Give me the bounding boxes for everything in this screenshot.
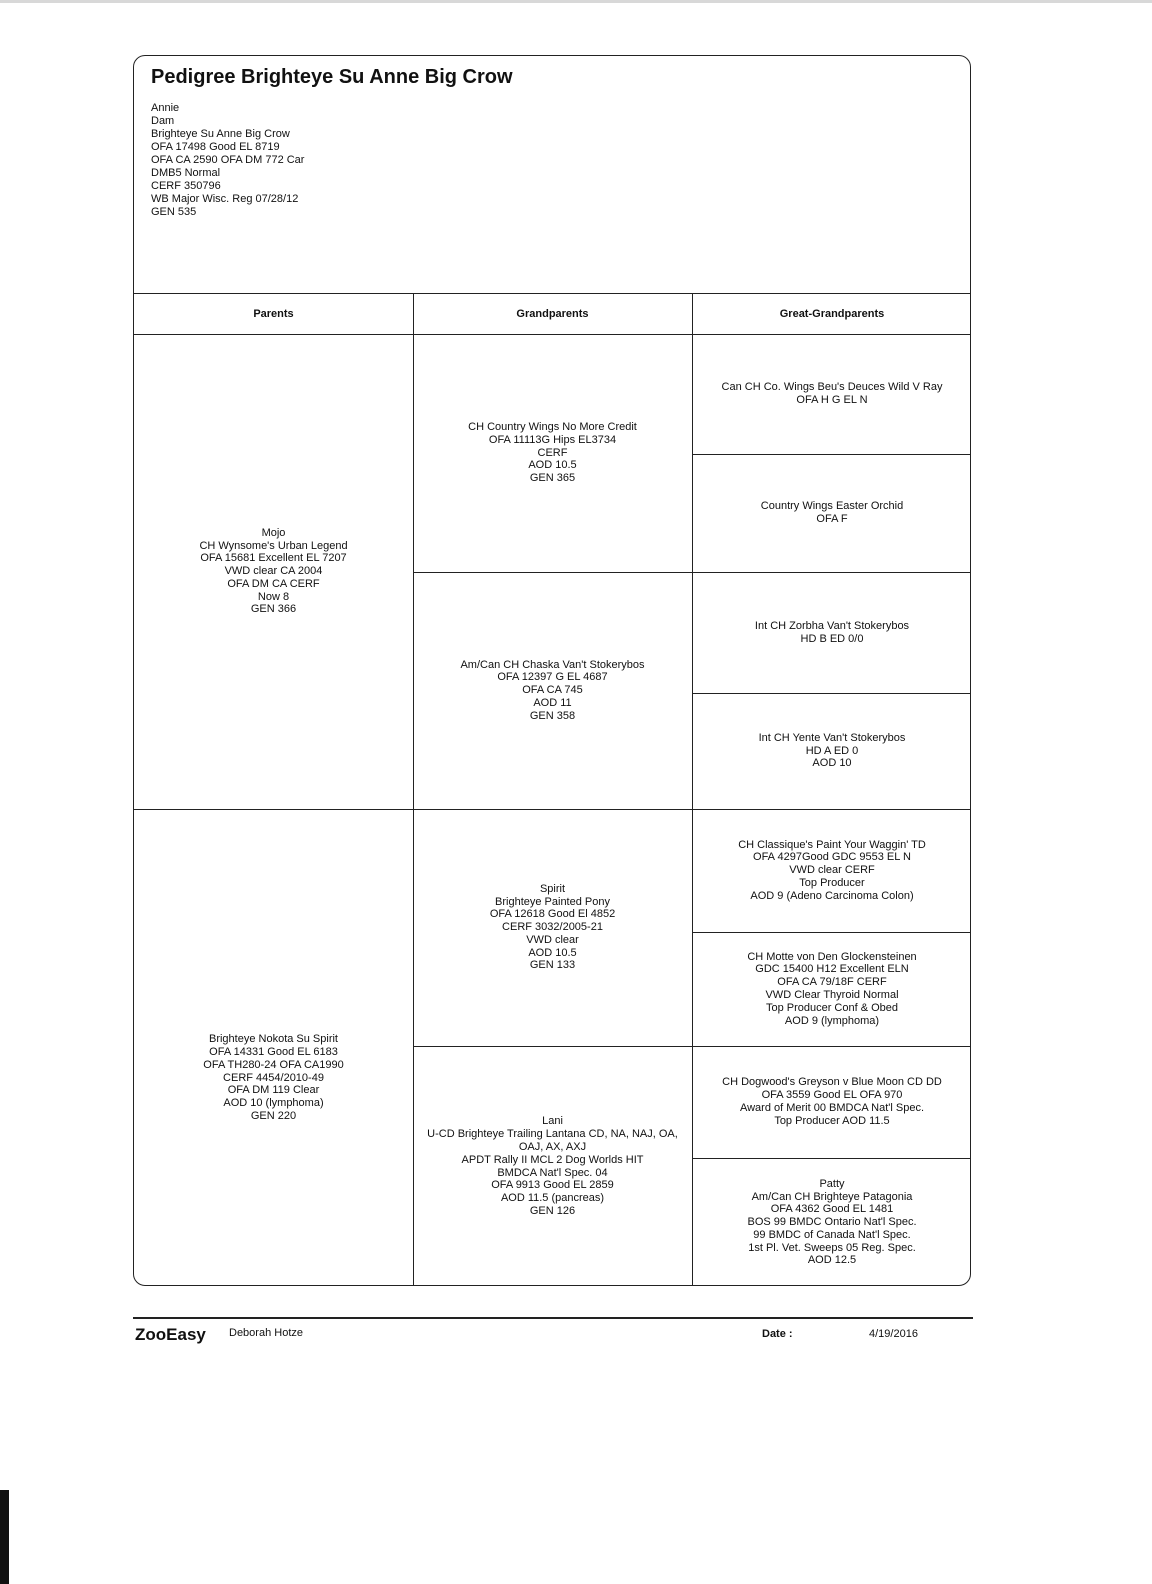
brand-logo: ZooEasy xyxy=(135,1325,206,1344)
pedigree-line: AOD 10 (lymphoma) xyxy=(223,1097,324,1110)
pedigree-line: Top Producer xyxy=(799,876,865,889)
pedigree-line: CH Classique's Paint Your Waggin' TD xyxy=(738,838,926,851)
pedigree-line: AOD 10 xyxy=(812,757,852,770)
pedigree-line: OFA 11113G Hips EL3734 xyxy=(488,433,617,446)
pedigree-line: Now 8 xyxy=(257,590,290,603)
pedigree-line: OFA DM 119 Clear xyxy=(227,1084,320,1097)
pedigree-line: GEN 126 xyxy=(529,1204,576,1217)
pedigree-line: Top Producer Conf & Obed xyxy=(765,1001,899,1014)
pedigree-frame xyxy=(133,55,971,1286)
subject-line: CERF 350796 xyxy=(151,180,221,192)
great-grandparent-cell xyxy=(692,1158,971,1286)
pedigree-line: Am/Can CH Brighteye Patagonia xyxy=(751,1190,913,1203)
pedigree-line: Mojo xyxy=(261,526,286,539)
pedigree-line: AOD 11.5 (pancreas) xyxy=(500,1192,605,1205)
pedigree-line: OFA 12397 G EL 4687 xyxy=(497,671,608,684)
pedigree-line: AOD 9 (lymphoma) xyxy=(784,1014,880,1027)
subject-line: GEN 535 xyxy=(151,206,197,218)
pedigree-line: OFA 9913 Good EL 2859 xyxy=(491,1179,614,1192)
grandparent-cell xyxy=(413,572,692,809)
date-value: 4/19/2016 xyxy=(869,1328,918,1340)
pedigree-line: OFA CA 745 xyxy=(522,684,583,697)
pedigree-line: Am/Can CH Chaska Van't Stokerybos xyxy=(460,658,645,671)
pedigree-line: GDC 15400 H12 Excellent ELN xyxy=(755,963,909,976)
pedigree-line: OFA 4297Good GDC 9553 EL N xyxy=(753,851,911,864)
pedigree-line: OFA 4362 Good EL 1481 xyxy=(770,1203,894,1216)
date-label: Date : xyxy=(762,1328,793,1340)
pedigree-line: OFA 15681 Excellent EL 7207 xyxy=(200,552,347,565)
pedigree-line: Can CH Co. Wings Beu's Deuces Wild V Ray xyxy=(721,381,943,394)
subject-line: DMB5 Normal xyxy=(151,167,221,179)
pedigree-line: BMDCA Nat'l Spec. 04 xyxy=(497,1166,608,1179)
pedigree-line: CERF 4454/2010-49 xyxy=(223,1071,324,1084)
pedigree-line: Brighteye Nokota Su Spirit xyxy=(208,1033,338,1046)
pedigree-line: U-CD Brighteye Trailing Lantana CD, NA, NAJ, OA, xyxy=(427,1128,678,1141)
scan-edge-mark xyxy=(0,1490,9,1584)
footer-divider xyxy=(133,1317,973,1319)
pedigree-line: CH Motte von Den Glockensteinen xyxy=(747,950,917,963)
pedigree-line: OFA F xyxy=(816,513,848,525)
pedigree-line: VWD clear CERF xyxy=(789,864,875,877)
pedigree-line: OFA 14331 Good EL 6183 xyxy=(209,1046,338,1058)
pedigree-line: Int CH Zorbha Van't Stokerybos xyxy=(754,619,910,632)
subject-line: OFA 17498 Good EL 8719 xyxy=(151,141,280,153)
grandparent-cell xyxy=(413,809,692,1046)
pedigree-line: CH Wynsome's Urban Legend xyxy=(199,539,348,552)
pedigree-line: OFA TH280-24 OFA CA1990 xyxy=(203,1058,344,1071)
parent-sire xyxy=(134,334,413,809)
great-grandparent-cell xyxy=(692,693,971,809)
subject-line: Dam xyxy=(151,115,175,127)
grandparent-cell xyxy=(413,334,692,572)
pedigree-line: Top Producer AOD 11.5 xyxy=(774,1114,890,1127)
pedigree-line: Brighteye Painted Pony xyxy=(495,895,610,908)
pedigree-line: HD B ED 0/0 xyxy=(800,632,864,645)
pedigree-line: OFA DM CA CERF xyxy=(227,577,320,590)
great-grandparent-cell xyxy=(692,932,971,1046)
pedigree-line: CERF 3032/2005-21 xyxy=(502,921,603,934)
pedigree-line: AOD 9 (Adeno Carcinoma Colon) xyxy=(750,889,914,902)
subject-details xyxy=(151,102,304,219)
owner-name: Deborah Hotze xyxy=(229,1327,303,1339)
pedigree-line: OAJ, AX, AXJ xyxy=(518,1140,587,1153)
pedigree-line: AOD 12.5 xyxy=(807,1254,857,1267)
pedigree-line: GEN 358 xyxy=(529,709,576,722)
pedigree-line: Int CH Yente Van't Stokerybos xyxy=(758,731,906,744)
pedigree-line: OFA CA 79/18F CERF xyxy=(777,976,887,989)
pedigree-line: AOD 11 xyxy=(533,696,572,709)
pedigree-line: OFA 12618 Good El 4852 xyxy=(489,908,616,921)
pedigree-line: Lani xyxy=(542,1115,563,1128)
pedigree-line: OFA 3559 Good EL OFA 970 xyxy=(761,1089,903,1102)
subject-line: Annie xyxy=(151,102,180,114)
subject-line: Brighteye Su Anne Big Crow xyxy=(151,128,290,140)
grandparent-cell xyxy=(413,1046,692,1286)
great-grandparent-cell xyxy=(692,809,971,932)
parent-dam xyxy=(134,809,413,1286)
great-grandparent-cell xyxy=(692,334,971,454)
pedigree-line: OFA H G EL N xyxy=(796,394,868,406)
page-title: Pedigree Brighteye Su Anne Big Crow xyxy=(151,66,513,88)
pedigree-line: GEN 133 xyxy=(529,959,576,972)
pedigree-line: VWD clear CA 2004 xyxy=(224,565,323,578)
header-great-grandparents: Great-Grandparents xyxy=(779,307,885,320)
great-grandparent-cell xyxy=(692,454,971,572)
pedigree-line: CERF xyxy=(537,446,568,459)
subject-line: WB Major Wisc. Reg 07/28/12 xyxy=(151,193,299,205)
pedigree-line: APDT Rally II MCL 2 Dog Worlds HIT xyxy=(461,1153,644,1166)
pedigree-line: Spirit xyxy=(539,882,566,895)
pedigree-line: BOS 99 BMDC Ontario Nat'l Spec. xyxy=(747,1216,917,1229)
pedigree-line: Patty xyxy=(819,1177,845,1190)
pedigree-line: GEN 220 xyxy=(250,1109,297,1122)
pedigree-line: VWD Clear Thyroid Normal xyxy=(765,989,899,1001)
pedigree-line: HD A ED 0 xyxy=(805,744,859,757)
pedigree-line: 1st Pl. Vet. Sweeps 05 Reg. Spec. xyxy=(748,1241,916,1254)
pedigree-line: VWD clear xyxy=(526,933,579,946)
pedigree-line: AOD 10.5 xyxy=(528,459,577,472)
great-grandparent-cell xyxy=(692,1046,971,1158)
header-grandparents: Grandparents xyxy=(516,307,589,320)
pedigree-line: Award of Merit 00 BMDCA Nat'l Spec. xyxy=(739,1102,925,1114)
pedigree-line: GEN 365 xyxy=(529,472,576,485)
pedigree-line: AOD 10.5 xyxy=(528,946,577,959)
pedigree-line: Country Wings Easter Orchid xyxy=(760,500,904,513)
header-parents: Parents xyxy=(253,307,294,320)
pedigree-line: CH Country Wings No More Credit xyxy=(468,421,637,433)
pedigree-line: 99 BMDC of Canada Nat'l Spec. xyxy=(753,1228,911,1241)
pedigree-line: GEN 366 xyxy=(250,603,297,616)
pedigree-line: CH Dogwood's Greyson v Blue Moon CD DD xyxy=(722,1076,942,1089)
scan-edge-top xyxy=(0,0,1152,3)
subject-line: OFA CA 2590 OFA DM 772 Car xyxy=(151,154,305,166)
great-grandparent-cell xyxy=(692,572,971,693)
